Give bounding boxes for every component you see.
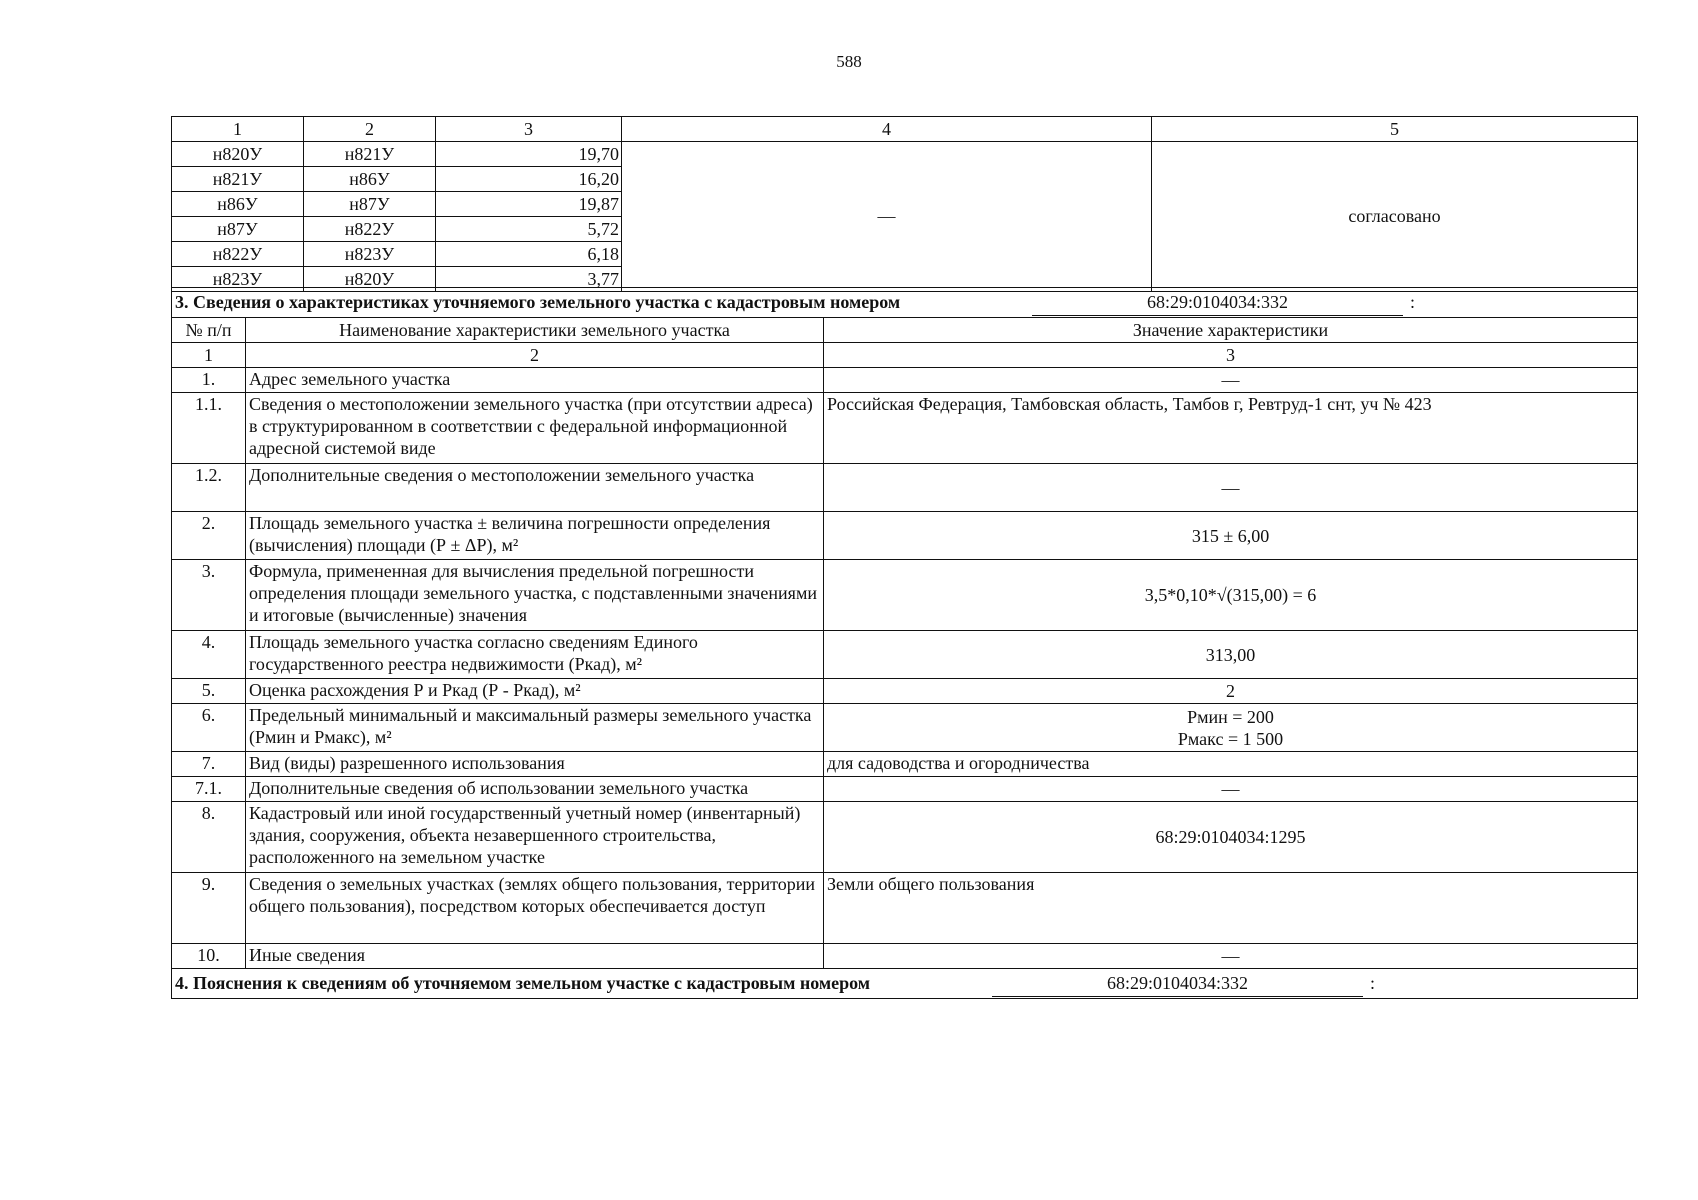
table-row: [172, 142, 1638, 167]
section4-colon: :: [1370, 973, 1376, 993]
row-number: 2.: [172, 512, 246, 560]
row-value: Российская Федерация, Тамбовская область, Тамбов г, Ревтруд-1 снт, уч № 423: [824, 393, 1638, 464]
row-name: Вид (виды) разрешенного использования: [246, 752, 824, 777]
column-header-row: [172, 318, 1638, 343]
header-num: № п/п: [172, 318, 246, 343]
segment-length: 5,72: [436, 217, 622, 242]
row-number: 6.: [172, 704, 246, 752]
row-name: Кадастровый или иной государственный учетный номер (инвентарный) здания, сооружения, объекта незавершенного строительства, расположенного на земельном участке: [246, 802, 824, 873]
row-name: Дополнительные сведения об использовании земельного участка: [246, 777, 824, 802]
row-number: 1.1.: [172, 393, 246, 464]
row-number: 9.: [172, 873, 246, 944]
row-number: 8.: [172, 802, 246, 873]
boundary-header-cell: 5: [1152, 117, 1638, 142]
page-number: 588: [836, 52, 862, 71]
point-from: н86У: [172, 192, 304, 217]
row-number: 4.: [172, 631, 246, 679]
column-subheader-row: [172, 343, 1638, 368]
row-number: 7.1.: [172, 777, 246, 802]
row-name: Сведения о земельных участках (землях общего пользования, территории общего пользования), посредством которых обеспечивается доступ: [246, 873, 824, 944]
section3-colon: :: [1410, 292, 1416, 312]
table-row: [172, 631, 1638, 679]
boundary-header-row: [172, 117, 1638, 142]
table-row: [172, 464, 1638, 512]
header-value: Значение характеристики: [824, 318, 1638, 343]
boundary-col4-value: —: [622, 142, 1152, 292]
point-to: н820У: [304, 267, 436, 292]
row-number: 1.2.: [172, 464, 246, 512]
point-from: н87У: [172, 217, 304, 242]
subheader-value: 3: [824, 343, 1638, 368]
point-to: н86У: [304, 167, 436, 192]
point-from: н821У: [172, 167, 304, 192]
boundary-header-cell: 3: [436, 117, 622, 142]
segment-length: 16,20: [436, 167, 622, 192]
row-name: Формула, примененная для вычисления предельной погрешности определения площади земельного участка, с подставленными значениями и итоговые (вычисленные) значения: [246, 560, 824, 631]
point-from: н823У: [172, 267, 304, 292]
segment-length: 3,77: [436, 267, 622, 292]
table-row: [172, 368, 1638, 393]
section4-cadastral-number: 68:29:0104034:332: [992, 972, 1363, 997]
section3-title: 3. Сведения о характеристиках уточняемого земельного участка с кадастровым номером: [175, 292, 901, 312]
point-from: н820У: [172, 142, 304, 167]
row-name: Оценка расхождения Р и Ркад (Р - Ркад), м²: [246, 679, 824, 704]
row-name: Предельный минимальный и максимальный размеры земельного участка (Рмин и Рмакс), м²: [246, 704, 824, 752]
segment-length: 19,70: [436, 142, 622, 167]
table-row: [172, 802, 1638, 873]
subheader-name: 2: [246, 343, 824, 368]
row-name: Площадь земельного участка ± величина погрешности определения (вычисления) площади (Р ± ΔР), м²: [246, 512, 824, 560]
row-value: —: [824, 464, 1638, 512]
section3-header: [172, 288, 1638, 318]
section3-cadastral-number: 68:29:0104034:332: [1032, 291, 1403, 316]
table-row: [172, 873, 1638, 944]
row-value: —: [824, 944, 1638, 969]
row-name: Иные сведения: [246, 944, 824, 969]
segment-length: 19,87: [436, 192, 622, 217]
row-number: 10.: [172, 944, 246, 969]
row-number: 3.: [172, 560, 246, 631]
row-name: Адрес земельного участка: [246, 368, 824, 393]
boundary-col5-value: согласовано: [1152, 142, 1638, 292]
row-value: для садоводства и огородничества: [824, 752, 1638, 777]
table-row: [172, 679, 1638, 704]
subheader-num: 1: [172, 343, 246, 368]
row-number: 7.: [172, 752, 246, 777]
row-value: 315 ± 6,00: [824, 512, 1638, 560]
value-min: Рмин = 200: [1187, 706, 1274, 727]
table-row: [172, 944, 1638, 969]
boundary-table: [171, 116, 1638, 292]
section4-header-row: [172, 969, 1638, 999]
table-row: [172, 752, 1638, 777]
row-value: —: [824, 777, 1638, 802]
row-value: 313,00: [824, 631, 1638, 679]
section4-header: [172, 969, 1638, 999]
row-value: 3,5*0,10*√(315,00) = 6: [824, 560, 1638, 631]
boundary-header-cell: 4: [622, 117, 1152, 142]
boundary-header-cell: 1: [172, 117, 304, 142]
table-row: [172, 704, 1638, 752]
section4-title: 4. Пояснения к сведениям об уточняемом земельном участке с кадастровым номером: [175, 973, 871, 993]
row-name: Площадь земельного участка согласно сведениям Единого государственного реестра недвижимости (Ркад), м²: [246, 631, 824, 679]
header-name: Наименование характеристики земельного участка: [246, 318, 824, 343]
row-value: 2: [824, 679, 1638, 704]
point-from: н822У: [172, 242, 304, 267]
table-row: [172, 777, 1638, 802]
point-to: н823У: [304, 242, 436, 267]
point-to: н87У: [304, 192, 436, 217]
point-to: н822У: [304, 217, 436, 242]
segment-length: 6,18: [436, 242, 622, 267]
row-value: —: [824, 368, 1638, 393]
row-value: Земли общего пользования: [824, 873, 1638, 944]
row-value: 68:29:0104034:1295: [824, 802, 1638, 873]
row-number: 1.: [172, 368, 246, 393]
table-row: [172, 560, 1638, 631]
value-max: Рмакс = 1 500: [1177, 728, 1284, 749]
row-value: [824, 704, 1638, 752]
table-row: [172, 393, 1638, 464]
section3-header-row: [172, 288, 1638, 318]
row-name: Сведения о местоположении земельного участка (при отсутствии адреса) в структурированном в соответствии с федеральной информационной адресной системой виде: [246, 393, 824, 464]
table-row: [172, 512, 1638, 560]
row-name: Дополнительные сведения о местоположении земельного участка: [246, 464, 824, 512]
row-number: 5.: [172, 679, 246, 704]
characteristics-table: [171, 287, 1638, 999]
boundary-header-cell: 2: [304, 117, 436, 142]
point-to: н821У: [304, 142, 436, 167]
